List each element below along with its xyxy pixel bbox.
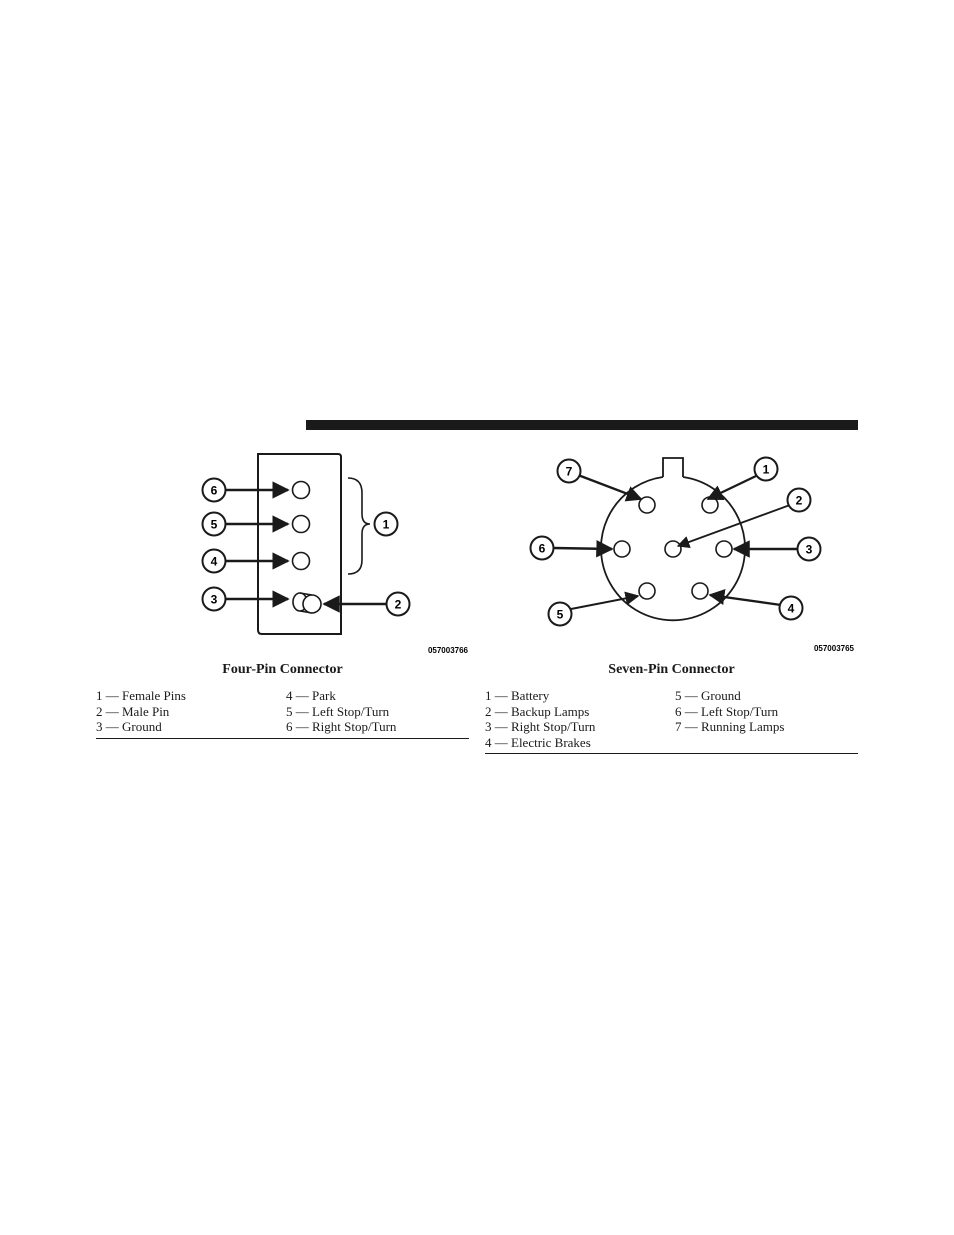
legend-item: 6 — Right Stop/Turn [286, 719, 397, 735]
seven-pin-rule [485, 753, 858, 754]
callout-3 [203, 588, 226, 611]
callout-5 [549, 603, 572, 626]
pin-6 [614, 541, 630, 557]
svg-text:1: 1 [762, 462, 770, 477]
pin-4 [692, 583, 708, 599]
svg-text:6: 6 [538, 541, 546, 556]
legend-item: 3 — Ground [96, 719, 162, 735]
connector-key [663, 458, 683, 477]
callout-4 [780, 597, 803, 620]
callout-6 [531, 537, 554, 560]
svg-text:5: 5 [556, 607, 564, 622]
female-pins-bracket [348, 478, 370, 574]
callout-1 [755, 458, 778, 481]
svg-text:6: 6 [210, 483, 218, 498]
svg-text:5: 5 [210, 517, 218, 532]
pin-2 [665, 541, 681, 557]
seven-pin-legend [485, 688, 858, 752]
callout-2 [788, 489, 811, 512]
svg-text:7: 7 [565, 464, 573, 479]
header-bar [306, 420, 858, 430]
four-pin-legend [96, 688, 469, 736]
svg-text:4: 4 [210, 554, 218, 569]
pin-6 [293, 482, 310, 499]
pin-7 [639, 497, 655, 513]
legend-item: 4 — Electric Brakes [485, 734, 591, 750]
legend-item: 5 — Left Stop/Turn [286, 703, 390, 719]
callout-1 [375, 513, 398, 536]
pin-3 [716, 541, 732, 557]
legend-item: 6 — Left Stop/Turn [675, 703, 779, 719]
callout-5 [203, 513, 226, 536]
callout-6 [203, 479, 226, 502]
callout-7 [558, 460, 581, 483]
legend-item: 3 — Right Stop/Turn [485, 719, 596, 735]
callout-2 [387, 593, 410, 616]
legend-item: 4 — Park [286, 688, 336, 703]
legend-item: 2 — Backup Lamps [485, 703, 590, 719]
pin-1 [702, 497, 718, 513]
figure-code: 057003765 [813, 644, 854, 653]
callout-3 [798, 538, 821, 561]
figure-code: 057003766 [427, 646, 468, 655]
seven-pin-caption: Seven-Pin Connector [608, 662, 735, 677]
callout-4 [203, 550, 226, 573]
pin-5 [293, 516, 310, 533]
legend-item: 1 — Female Pins [96, 688, 186, 703]
legend-item: 1 — Battery [485, 688, 550, 703]
seven-pin-diagram [520, 448, 860, 658]
pin-4 [293, 553, 310, 570]
legend-item: 2 — Male Pin [96, 703, 170, 719]
svg-text:4: 4 [787, 601, 795, 616]
svg-text:2: 2 [394, 597, 402, 612]
four-pin-rule [96, 738, 469, 739]
legend-item: 7 — Running Lamps [675, 719, 785, 735]
svg-text:2: 2 [795, 493, 803, 508]
svg-text:3: 3 [805, 542, 813, 557]
four-pin-diagram [190, 448, 480, 658]
four-pin-caption: Four-Pin Connector [222, 662, 343, 677]
svg-text:3: 3 [210, 592, 218, 607]
pin-5 [639, 583, 655, 599]
legend-item: 5 — Ground [675, 688, 741, 703]
svg-text:1: 1 [382, 517, 390, 532]
male-pin [293, 593, 321, 613]
